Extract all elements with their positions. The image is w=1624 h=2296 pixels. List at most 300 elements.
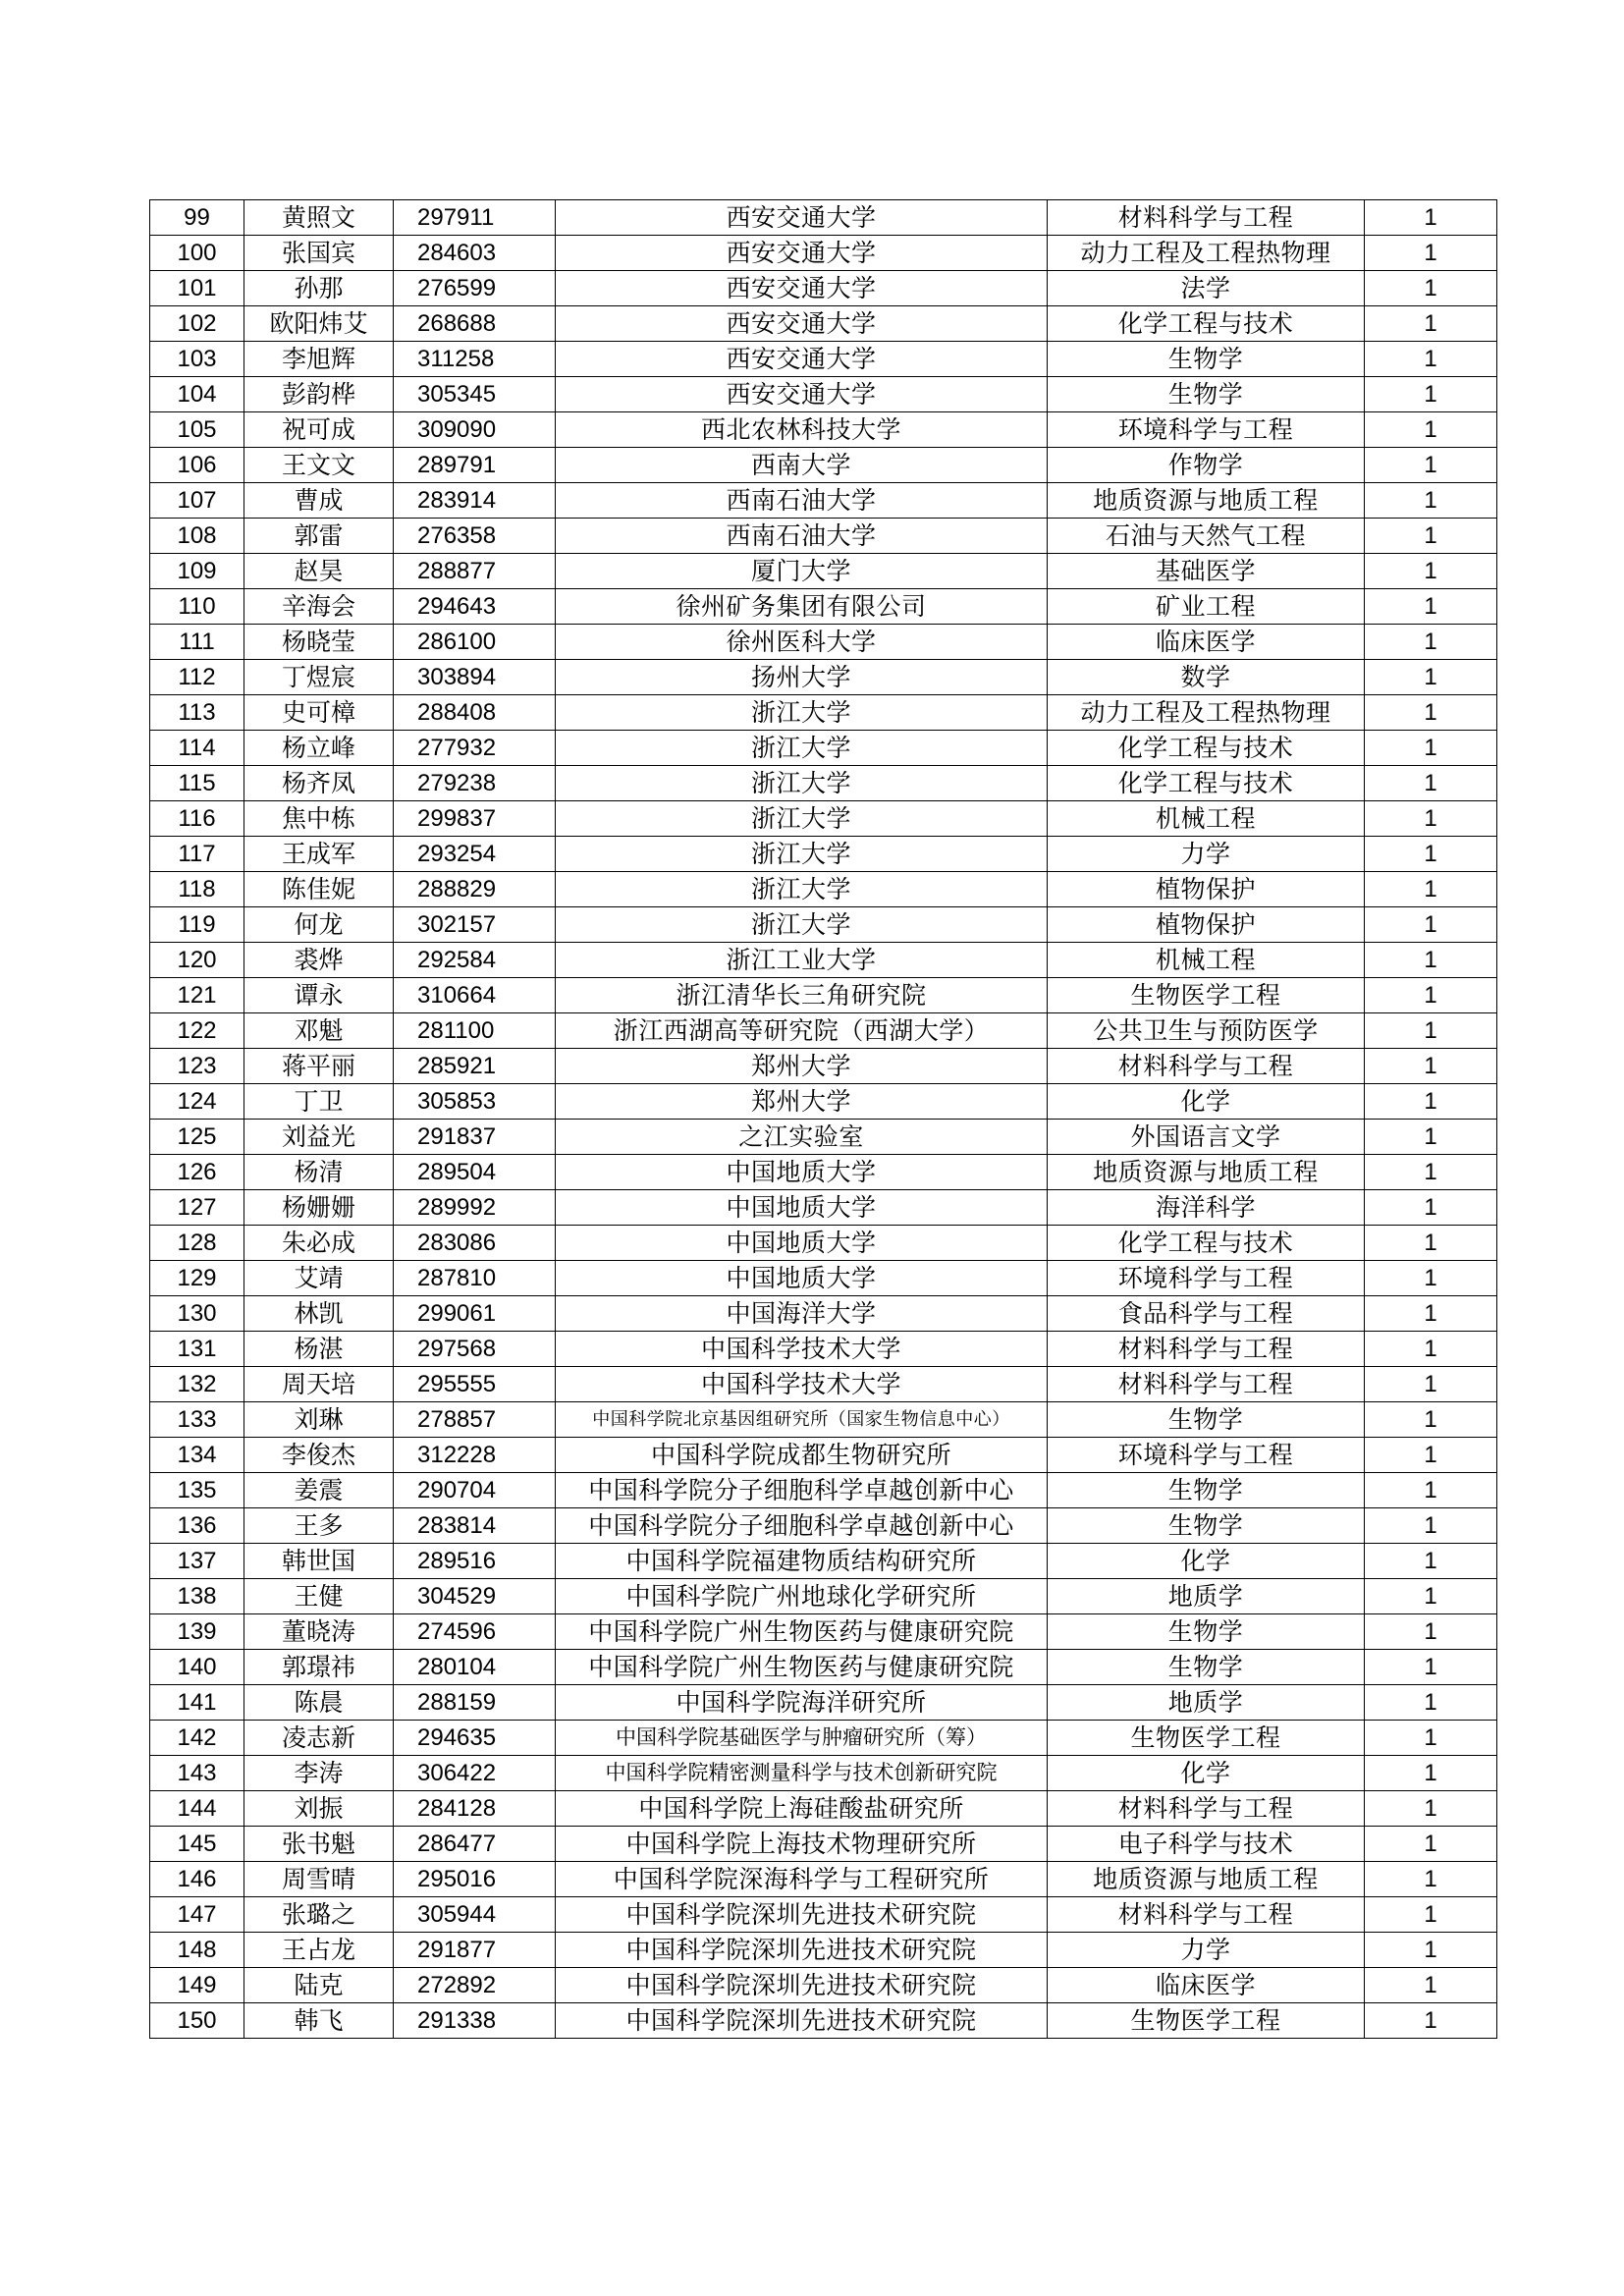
table-row xyxy=(150,1862,1497,1897)
institution-cell: 浙江工业大学 xyxy=(556,943,1048,978)
id-number-cell: 284603 xyxy=(394,236,556,271)
person-name-cell: 李旭辉 xyxy=(244,342,394,377)
discipline-cell: 环境科学与工程 xyxy=(1048,1438,1365,1473)
count-cell: 1 xyxy=(1365,1614,1497,1650)
discipline-cell: 数学 xyxy=(1048,660,1365,695)
person-name-cell: 杨立峰 xyxy=(244,731,394,766)
discipline-cell: 生物医学工程 xyxy=(1048,1721,1365,1756)
id-number-cell: 306422 xyxy=(394,1756,556,1791)
person-name-cell: 杨齐凤 xyxy=(244,766,394,801)
count-cell: 1 xyxy=(1365,1049,1497,1084)
person-name-cell: 周天培 xyxy=(244,1367,394,1402)
table-row xyxy=(150,1650,1497,1685)
row-number-cell: 122 xyxy=(150,1013,244,1049)
row-number-cell: 146 xyxy=(150,1862,244,1897)
person-name-cell: 李俊杰 xyxy=(244,1438,394,1473)
institution-cell: 厦门大学 xyxy=(556,554,1048,589)
person-name-cell: 丁卫 xyxy=(244,1084,394,1120)
count-cell: 1 xyxy=(1365,1084,1497,1120)
institution-cell: 浙江大学 xyxy=(556,731,1048,766)
person-name-cell: 曹成 xyxy=(244,483,394,519)
institution-cell: 中国科学院广州生物医药与健康研究院 xyxy=(556,1650,1048,1685)
row-number-cell: 103 xyxy=(150,342,244,377)
discipline-cell: 材料科学与工程 xyxy=(1048,1332,1365,1367)
count-cell: 1 xyxy=(1365,271,1497,306)
institution-cell: 西安交通大学 xyxy=(556,342,1048,377)
count-cell: 1 xyxy=(1365,1862,1497,1897)
discipline-cell: 化学 xyxy=(1048,1544,1365,1579)
table-row xyxy=(150,1685,1497,1721)
count-cell: 1 xyxy=(1365,1897,1497,1933)
row-number-cell: 128 xyxy=(150,1226,244,1261)
discipline-cell: 生物学 xyxy=(1048,1402,1365,1438)
person-name-cell: 何龙 xyxy=(244,907,394,943)
row-number-cell: 135 xyxy=(150,1473,244,1508)
person-name-cell: 刘益光 xyxy=(244,1120,394,1155)
row-number-cell: 130 xyxy=(150,1296,244,1332)
count-cell: 1 xyxy=(1365,342,1497,377)
id-number-cell: 279238 xyxy=(394,766,556,801)
row-number-cell: 114 xyxy=(150,731,244,766)
id-number-cell: 295555 xyxy=(394,1367,556,1402)
id-number-cell: 297911 xyxy=(394,200,556,236)
row-number-cell: 117 xyxy=(150,837,244,872)
row-number-cell: 107 xyxy=(150,483,244,519)
id-number-cell: 310664 xyxy=(394,978,556,1013)
institution-cell: 中国科学技术大学 xyxy=(556,1367,1048,1402)
row-number-cell: 142 xyxy=(150,1721,244,1756)
person-name-cell: 张书魁 xyxy=(244,1827,394,1862)
count-cell: 1 xyxy=(1365,236,1497,271)
table-row xyxy=(150,342,1497,377)
discipline-cell: 地质资源与地质工程 xyxy=(1048,1155,1365,1190)
institution-cell: 西安交通大学 xyxy=(556,306,1048,342)
table-row xyxy=(150,1508,1497,1544)
count-cell: 1 xyxy=(1365,943,1497,978)
row-number-cell: 108 xyxy=(150,519,244,554)
table-row xyxy=(150,1756,1497,1791)
row-number-cell: 105 xyxy=(150,412,244,448)
count-cell: 1 xyxy=(1365,519,1497,554)
table-row xyxy=(150,1261,1497,1296)
discipline-cell: 临床医学 xyxy=(1048,1968,1365,2003)
count-cell: 1 xyxy=(1365,377,1497,412)
row-number-cell: 111 xyxy=(150,625,244,660)
person-name-cell: 林凯 xyxy=(244,1296,394,1332)
person-name-cell: 丁煜宸 xyxy=(244,660,394,695)
id-number-cell: 302157 xyxy=(394,907,556,943)
discipline-cell: 机械工程 xyxy=(1048,943,1365,978)
id-number-cell: 289992 xyxy=(394,1190,556,1226)
id-number-cell: 311258 xyxy=(394,342,556,377)
table-row xyxy=(150,625,1497,660)
institution-cell: 中国海洋大学 xyxy=(556,1296,1048,1332)
discipline-cell: 矿业工程 xyxy=(1048,589,1365,625)
person-name-cell: 王成军 xyxy=(244,837,394,872)
institution-cell: 中国科学院深圳先进技术研究院 xyxy=(556,1968,1048,2003)
person-name-cell: 姜震 xyxy=(244,1473,394,1508)
institution-cell: 中国科学院基础医学与肿瘤研究所（筹） xyxy=(556,1721,1048,1756)
table-row xyxy=(150,660,1497,695)
table-row xyxy=(150,554,1497,589)
person-name-cell: 艾靖 xyxy=(244,1261,394,1296)
discipline-cell: 作物学 xyxy=(1048,448,1365,483)
row-number-cell: 148 xyxy=(150,1933,244,1968)
institution-cell: 浙江清华长三角研究院 xyxy=(556,978,1048,1013)
institution-cell: 中国地质大学 xyxy=(556,1261,1048,1296)
institution-cell: 扬州大学 xyxy=(556,660,1048,695)
count-cell: 1 xyxy=(1365,1544,1497,1579)
institution-cell: 中国科学院精密测量科学与技术创新研究院 xyxy=(556,1756,1048,1791)
count-cell: 1 xyxy=(1365,907,1497,943)
person-name-cell: 韩飞 xyxy=(244,2003,394,2039)
id-number-cell: 277932 xyxy=(394,731,556,766)
table-row xyxy=(150,412,1497,448)
id-number-cell: 287810 xyxy=(394,1261,556,1296)
institution-cell: 浙江大学 xyxy=(556,766,1048,801)
id-number-cell: 312228 xyxy=(394,1438,556,1473)
id-number-cell: 305345 xyxy=(394,377,556,412)
id-number-cell: 303894 xyxy=(394,660,556,695)
id-number-cell: 309090 xyxy=(394,412,556,448)
institution-cell: 中国科学院广州地球化学研究所 xyxy=(556,1579,1048,1614)
table-row xyxy=(150,1614,1497,1650)
discipline-cell: 地质学 xyxy=(1048,1579,1365,1614)
count-cell: 1 xyxy=(1365,200,1497,236)
institution-cell: 浙江大学 xyxy=(556,801,1048,837)
discipline-cell: 力学 xyxy=(1048,1933,1365,1968)
id-number-cell: 289791 xyxy=(394,448,556,483)
table-row xyxy=(150,766,1497,801)
table-row xyxy=(150,1155,1497,1190)
institution-cell: 中国科学院分子细胞科学卓越创新中心 xyxy=(556,1508,1048,1544)
table-row xyxy=(150,1120,1497,1155)
discipline-cell: 法学 xyxy=(1048,271,1365,306)
institution-cell: 中国地质大学 xyxy=(556,1190,1048,1226)
discipline-cell: 电子科学与技术 xyxy=(1048,1827,1365,1862)
table-row xyxy=(150,1049,1497,1084)
institution-cell: 西安交通大学 xyxy=(556,377,1048,412)
person-name-cell: 辛海会 xyxy=(244,589,394,625)
discipline-cell: 生物学 xyxy=(1048,1508,1365,1544)
id-number-cell: 299061 xyxy=(394,1296,556,1332)
id-number-cell: 286100 xyxy=(394,625,556,660)
id-number-cell: 283914 xyxy=(394,483,556,519)
table-row xyxy=(150,1332,1497,1367)
count-cell: 1 xyxy=(1365,872,1497,907)
id-number-cell: 278857 xyxy=(394,1402,556,1438)
person-name-cell: 欧阳炜艾 xyxy=(244,306,394,342)
discipline-cell: 生物医学工程 xyxy=(1048,978,1365,1013)
count-cell: 1 xyxy=(1365,589,1497,625)
count-cell: 1 xyxy=(1365,2003,1497,2039)
count-cell: 1 xyxy=(1365,660,1497,695)
discipline-cell: 地质学 xyxy=(1048,1685,1365,1721)
id-number-cell: 272892 xyxy=(394,1968,556,2003)
id-number-cell: 276599 xyxy=(394,271,556,306)
discipline-cell: 公共卫生与预防医学 xyxy=(1048,1013,1365,1049)
row-number-cell: 102 xyxy=(150,306,244,342)
id-number-cell: 295016 xyxy=(394,1862,556,1897)
count-cell: 1 xyxy=(1365,837,1497,872)
table-row xyxy=(150,1013,1497,1049)
id-number-cell: 283814 xyxy=(394,1508,556,1544)
discipline-cell: 海洋科学 xyxy=(1048,1190,1365,1226)
institution-cell: 中国地质大学 xyxy=(556,1226,1048,1261)
institution-cell: 浙江大学 xyxy=(556,872,1048,907)
id-number-cell: 291877 xyxy=(394,1933,556,1968)
table-row xyxy=(150,2003,1497,2039)
discipline-cell: 环境科学与工程 xyxy=(1048,1261,1365,1296)
count-cell: 1 xyxy=(1365,1721,1497,1756)
table-row xyxy=(150,943,1497,978)
discipline-cell: 化学工程与技术 xyxy=(1048,766,1365,801)
row-number-cell: 125 xyxy=(150,1120,244,1155)
count-cell: 1 xyxy=(1365,801,1497,837)
id-number-cell: 268688 xyxy=(394,306,556,342)
count-cell: 1 xyxy=(1365,766,1497,801)
person-name-cell: 杨清 xyxy=(244,1155,394,1190)
institution-cell: 郑州大学 xyxy=(556,1049,1048,1084)
count-cell: 1 xyxy=(1365,1367,1497,1402)
discipline-cell: 力学 xyxy=(1048,837,1365,872)
table-row xyxy=(150,306,1497,342)
id-number-cell: 290704 xyxy=(394,1473,556,1508)
count-cell: 1 xyxy=(1365,448,1497,483)
discipline-cell: 生物学 xyxy=(1048,1473,1365,1508)
institution-cell: 中国科学院北京基因组研究所（国家生物信息中心） xyxy=(556,1402,1048,1438)
count-cell: 1 xyxy=(1365,1402,1497,1438)
row-number-cell: 119 xyxy=(150,907,244,943)
table-row xyxy=(150,1367,1497,1402)
count-cell: 1 xyxy=(1365,978,1497,1013)
count-cell: 1 xyxy=(1365,695,1497,731)
institution-cell: 中国科学院成都生物研究所 xyxy=(556,1438,1048,1473)
id-number-cell: 294635 xyxy=(394,1721,556,1756)
institution-cell: 西南石油大学 xyxy=(556,519,1048,554)
table-row xyxy=(150,1544,1497,1579)
institution-cell: 中国科学院深圳先进技术研究院 xyxy=(556,1897,1048,1933)
row-number-cell: 106 xyxy=(150,448,244,483)
row-number-cell: 139 xyxy=(150,1614,244,1650)
institution-cell: 中国科学院分子细胞科学卓越创新中心 xyxy=(556,1473,1048,1508)
discipline-cell: 外国语言文学 xyxy=(1048,1120,1365,1155)
person-name-cell: 祝可成 xyxy=(244,412,394,448)
id-number-cell: 294643 xyxy=(394,589,556,625)
table-row xyxy=(150,1226,1497,1261)
discipline-cell: 生物学 xyxy=(1048,342,1365,377)
roster-table-body xyxy=(150,200,1497,2039)
discipline-cell: 食品科学与工程 xyxy=(1048,1296,1365,1332)
institution-cell: 郑州大学 xyxy=(556,1084,1048,1120)
row-number-cell: 134 xyxy=(150,1438,244,1473)
row-number-cell: 149 xyxy=(150,1968,244,2003)
count-cell: 1 xyxy=(1365,1332,1497,1367)
count-cell: 1 xyxy=(1365,1190,1497,1226)
table-row xyxy=(150,1827,1497,1862)
discipline-cell: 化学 xyxy=(1048,1084,1365,1120)
table-row xyxy=(150,483,1497,519)
id-number-cell: 281100 xyxy=(394,1013,556,1049)
person-name-cell: 焦中栋 xyxy=(244,801,394,837)
count-cell: 1 xyxy=(1365,1756,1497,1791)
row-number-cell: 126 xyxy=(150,1155,244,1190)
id-number-cell: 289504 xyxy=(394,1155,556,1190)
discipline-cell: 生物学 xyxy=(1048,377,1365,412)
table-row xyxy=(150,377,1497,412)
person-name-cell: 韩世国 xyxy=(244,1544,394,1579)
row-number-cell: 144 xyxy=(150,1791,244,1827)
person-name-cell: 杨晓莹 xyxy=(244,625,394,660)
row-number-cell: 143 xyxy=(150,1756,244,1791)
discipline-cell: 动力工程及工程热物理 xyxy=(1048,236,1365,271)
institution-cell: 徐州矿务集团有限公司 xyxy=(556,589,1048,625)
person-name-cell: 史可樟 xyxy=(244,695,394,731)
count-cell: 1 xyxy=(1365,1296,1497,1332)
person-name-cell: 郭雷 xyxy=(244,519,394,554)
count-cell: 1 xyxy=(1365,1261,1497,1296)
row-number-cell: 120 xyxy=(150,943,244,978)
count-cell: 1 xyxy=(1365,731,1497,766)
discipline-cell: 石油与天然气工程 xyxy=(1048,519,1365,554)
row-number-cell: 145 xyxy=(150,1827,244,1862)
count-cell: 1 xyxy=(1365,483,1497,519)
table-row xyxy=(150,1579,1497,1614)
institution-cell: 浙江西湖高等研究院（西湖大学） xyxy=(556,1013,1048,1049)
id-number-cell: 305853 xyxy=(394,1084,556,1120)
institution-cell: 中国科学院广州生物医药与健康研究院 xyxy=(556,1614,1048,1650)
table-row xyxy=(150,1438,1497,1473)
row-number-cell: 104 xyxy=(150,377,244,412)
person-name-cell: 赵昊 xyxy=(244,554,394,589)
institution-cell: 西安交通大学 xyxy=(556,271,1048,306)
id-number-cell: 284128 xyxy=(394,1791,556,1827)
discipline-cell: 化学工程与技术 xyxy=(1048,1226,1365,1261)
person-name-cell: 邓魁 xyxy=(244,1013,394,1049)
id-number-cell: 283086 xyxy=(394,1226,556,1261)
discipline-cell: 化学 xyxy=(1048,1756,1365,1791)
id-number-cell: 292584 xyxy=(394,943,556,978)
id-number-cell: 299837 xyxy=(394,801,556,837)
institution-cell: 西南大学 xyxy=(556,448,1048,483)
person-name-cell: 陆克 xyxy=(244,1968,394,2003)
person-name-cell: 彭韵桦 xyxy=(244,377,394,412)
count-cell: 1 xyxy=(1365,1685,1497,1721)
table-row xyxy=(150,907,1497,943)
discipline-cell: 临床医学 xyxy=(1048,625,1365,660)
count-cell: 1 xyxy=(1365,1933,1497,1968)
id-number-cell: 291338 xyxy=(394,2003,556,2039)
institution-cell: 中国地质大学 xyxy=(556,1155,1048,1190)
person-name-cell: 董晓涛 xyxy=(244,1614,394,1650)
table-row xyxy=(150,1897,1497,1933)
person-name-cell: 张璐之 xyxy=(244,1897,394,1933)
id-number-cell: 291837 xyxy=(394,1120,556,1155)
institution-cell: 中国科学院上海硅酸盐研究所 xyxy=(556,1791,1048,1827)
table-row xyxy=(150,271,1497,306)
id-number-cell: 276358 xyxy=(394,519,556,554)
person-name-cell: 陈佳妮 xyxy=(244,872,394,907)
table-row xyxy=(150,1791,1497,1827)
person-name-cell: 谭永 xyxy=(244,978,394,1013)
institution-cell: 中国科学院深圳先进技术研究院 xyxy=(556,1933,1048,1968)
table-row xyxy=(150,695,1497,731)
table-row xyxy=(150,801,1497,837)
count-cell: 1 xyxy=(1365,306,1497,342)
id-number-cell: 293254 xyxy=(394,837,556,872)
institution-cell: 中国科学技术大学 xyxy=(556,1332,1048,1367)
count-cell: 1 xyxy=(1365,1155,1497,1190)
row-number-cell: 124 xyxy=(150,1084,244,1120)
table-row xyxy=(150,200,1497,236)
row-number-cell: 118 xyxy=(150,872,244,907)
count-cell: 1 xyxy=(1365,1438,1497,1473)
row-number-cell: 121 xyxy=(150,978,244,1013)
row-number-cell: 132 xyxy=(150,1367,244,1402)
institution-cell: 中国科学院上海技术物理研究所 xyxy=(556,1827,1048,1862)
person-name-cell: 孙那 xyxy=(244,271,394,306)
count-cell: 1 xyxy=(1365,1508,1497,1544)
person-name-cell: 王占龙 xyxy=(244,1933,394,1968)
row-number-cell: 115 xyxy=(150,766,244,801)
discipline-cell: 化学工程与技术 xyxy=(1048,306,1365,342)
count-cell: 1 xyxy=(1365,412,1497,448)
row-number-cell: 99 xyxy=(150,200,244,236)
count-cell: 1 xyxy=(1365,625,1497,660)
table-row xyxy=(150,1084,1497,1120)
discipline-cell: 生物学 xyxy=(1048,1650,1365,1685)
institution-cell: 中国科学院深海科学与工程研究所 xyxy=(556,1862,1048,1897)
row-number-cell: 136 xyxy=(150,1508,244,1544)
person-name-cell: 王文文 xyxy=(244,448,394,483)
row-number-cell: 133 xyxy=(150,1402,244,1438)
institution-cell: 浙江大学 xyxy=(556,907,1048,943)
institution-cell: 西北农林科技大学 xyxy=(556,412,1048,448)
row-number-cell: 123 xyxy=(150,1049,244,1084)
person-name-cell: 刘琳 xyxy=(244,1402,394,1438)
person-name-cell: 杨湛 xyxy=(244,1332,394,1367)
id-number-cell: 304529 xyxy=(394,1579,556,1614)
id-number-cell: 280104 xyxy=(394,1650,556,1685)
person-name-cell: 杨姗姗 xyxy=(244,1190,394,1226)
table-row xyxy=(150,448,1497,483)
row-number-cell: 110 xyxy=(150,589,244,625)
row-number-cell: 116 xyxy=(150,801,244,837)
person-name-cell: 刘振 xyxy=(244,1791,394,1827)
table-row xyxy=(150,978,1497,1013)
count-cell: 1 xyxy=(1365,1473,1497,1508)
count-cell: 1 xyxy=(1365,1013,1497,1049)
row-number-cell: 129 xyxy=(150,1261,244,1296)
person-name-cell: 陈晨 xyxy=(244,1685,394,1721)
discipline-cell: 生物医学工程 xyxy=(1048,2003,1365,2039)
id-number-cell: 288877 xyxy=(394,554,556,589)
discipline-cell: 化学工程与技术 xyxy=(1048,731,1365,766)
id-number-cell: 297568 xyxy=(394,1332,556,1367)
person-name-cell: 王健 xyxy=(244,1579,394,1614)
table-row xyxy=(150,1296,1497,1332)
institution-cell: 中国科学院海洋研究所 xyxy=(556,1685,1048,1721)
institution-cell: 西安交通大学 xyxy=(556,200,1048,236)
row-number-cell: 101 xyxy=(150,271,244,306)
discipline-cell: 机械工程 xyxy=(1048,801,1365,837)
discipline-cell: 材料科学与工程 xyxy=(1048,1367,1365,1402)
count-cell: 1 xyxy=(1365,1579,1497,1614)
id-number-cell: 305944 xyxy=(394,1897,556,1933)
id-number-cell: 288408 xyxy=(394,695,556,731)
discipline-cell: 植物保护 xyxy=(1048,907,1365,943)
institution-cell: 中国科学院深圳先进技术研究院 xyxy=(556,2003,1048,2039)
